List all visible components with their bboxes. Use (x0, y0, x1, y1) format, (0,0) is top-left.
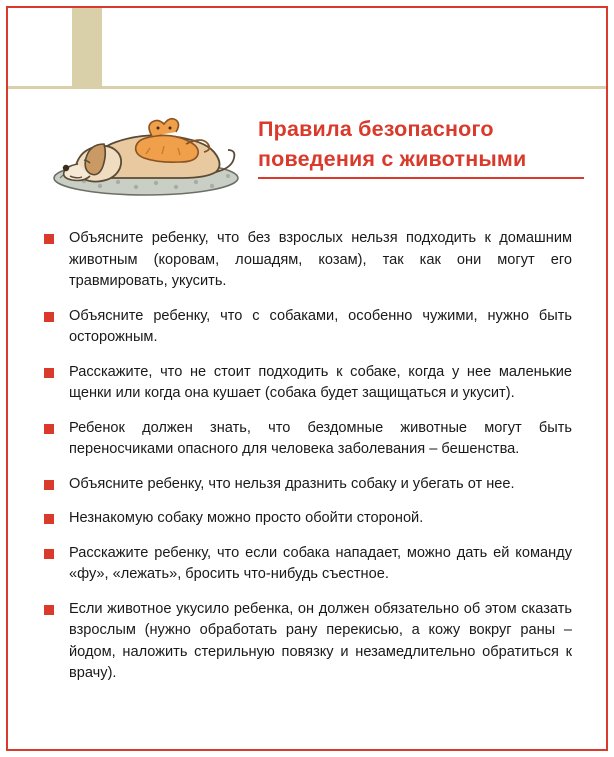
list-item-text: Объясните ребенку, что нельзя дразнить собаку и убегать от нее. (69, 475, 515, 492)
square-bullet-icon (44, 514, 54, 524)
page-title-line-1: Правила безопасного (258, 117, 494, 141)
list-item (44, 474, 572, 496)
list-item (44, 418, 572, 461)
list-item (44, 362, 572, 405)
square-bullet-icon (44, 368, 54, 378)
title-underline (258, 177, 584, 179)
list-item-text: Объясните ребенку, что с собаками, особенно чужими, нужно быть осторожным. (69, 307, 572, 345)
decorative-horizontal-rule (8, 86, 606, 89)
list-item (44, 543, 572, 586)
square-bullet-icon (44, 424, 54, 434)
list-item-text: Если животное укусило ребенка, он должен обязательно об этом сказать взрослым (нужно обработать рану перекисью, а кожу вокруг раны – йодом, наложить стерильную повязку и незамедлительно обратиться к врачу). (69, 600, 572, 681)
page-title-line-2: поведения с животными (258, 147, 527, 171)
list-item-text: Ребенок должен знать, что бездомные животные могут быть переносчиками опасного для человека заболевания – бешенства. (69, 419, 572, 457)
list-item-text: Расскажите ребенку, что если собака нападает, можно дать ей команду «фу», «лежать», бросить что-нибудь съестное. (69, 544, 572, 582)
list-item (44, 228, 572, 293)
square-bullet-icon (44, 234, 54, 244)
decorative-top-band (72, 8, 102, 86)
list-item-text: Объясните ребенку, что без взрослых нельзя подходить к домашним животным (коровам, лошадям, козам), так как они могут его травмировать, укусить. (69, 230, 572, 289)
sleeping-dog-and-cat-icon (40, 102, 250, 198)
square-bullet-icon (44, 605, 54, 615)
square-bullet-icon (44, 480, 54, 490)
list-item-text: Незнакомую собаку можно просто обойти стороной. (69, 510, 424, 526)
document-header (0, 100, 614, 200)
rules-list (44, 228, 572, 698)
list-item (44, 599, 572, 685)
list-item (44, 306, 572, 349)
square-bullet-icon (44, 549, 54, 559)
list-item-text: Расскажите, что не стоит подходить к собаке, когда у нее маленькие щенки или когда она кушает (собака будет защищаться и укусит). (69, 363, 572, 401)
list-item (44, 508, 572, 530)
page-title (258, 114, 588, 179)
square-bullet-icon (44, 312, 54, 322)
